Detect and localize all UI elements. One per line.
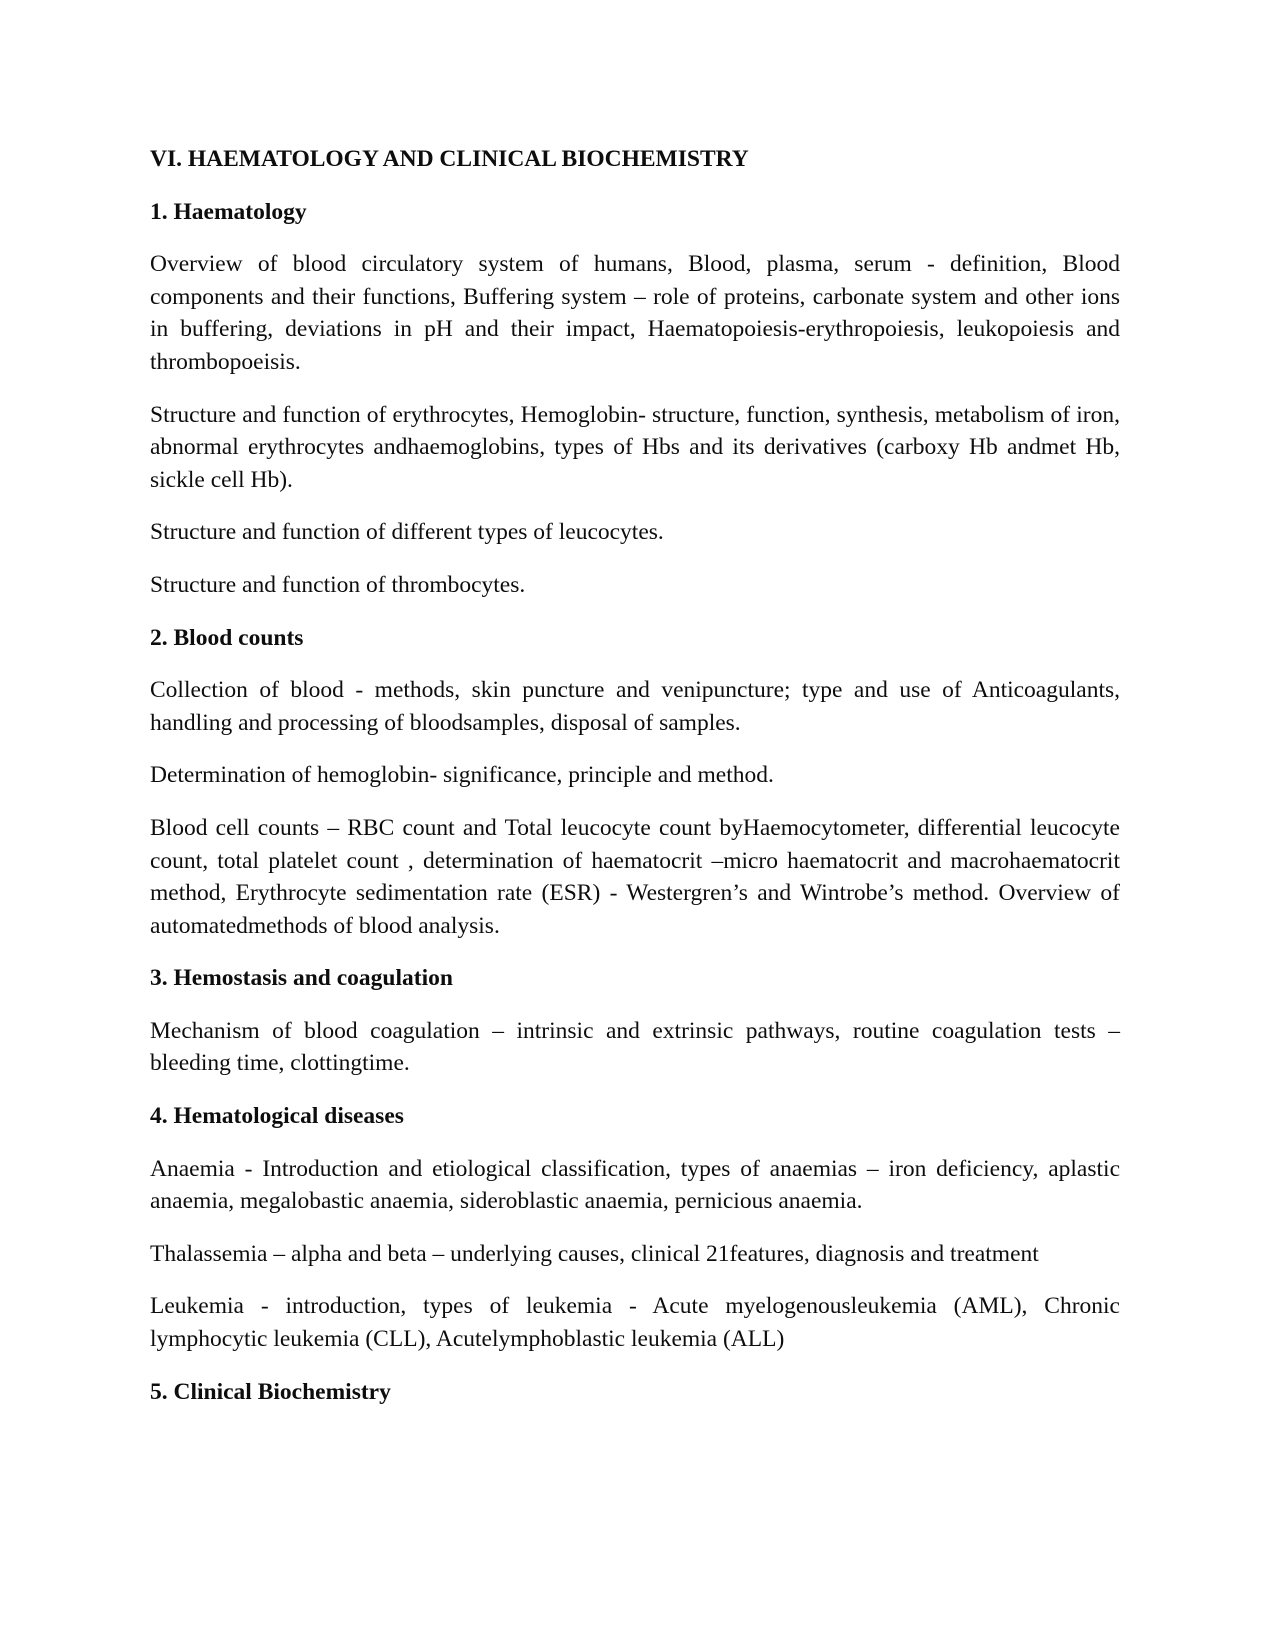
- paragraph: Anaemia - Introduction and etiological classification, types of anaemias – iron deficiency, aplastic anaemia, megalobastic anaemia, sideroblastic anaemia, pernicious anaemia.: [150, 1155, 1120, 1215]
- paragraph: Mechanism of blood coagulation – intrinsic and extrinsic pathways, routine coagulation tests – bleeding time, clottingtime.: [150, 1017, 1120, 1077]
- document-title: VI. HAEMATOLOGY AND CLINICAL BIOCHEMISTRY: [150, 146, 749, 172]
- paragraph: Collection of blood - methods, skin puncture and venipuncture; type and use of Anticoagulants, handling and processing of bloodsamples, disposal of samples.: [150, 677, 1120, 736]
- section-hemostasis: [150, 962, 1120, 1080]
- section-haematology: [150, 196, 1120, 602]
- section-heading: 4. Hematological diseases: [150, 1103, 404, 1130]
- document-page: [150, 143, 1120, 1428]
- section-blood-counts: [150, 622, 1120, 943]
- paragraph: Structure and function of erythrocytes, Hemoglobin- structure, function, synthesis, metabolism of iron, abnormal erythrocytes andhaemoglobins, types of Hbs and its derivatives (carboxy Hb andmet Hb, sickle cell Hb).: [150, 401, 1120, 493]
- section-hematological-diseases: [150, 1100, 1120, 1356]
- section-clinical-biochemistry: [150, 1376, 1120, 1409]
- section-heading: 2. Blood counts: [150, 624, 304, 651]
- paragraph: Overview of blood circulatory system of humans, Blood, plasma, serum - definition, Blood components and their functions, Buffering system – role of proteins, carbonate system and other ions in buffering, deviations in pH and their impact, Haematopoiesis-erythropoiesis, leukopoiesis and thrombopoeisis.: [150, 251, 1120, 375]
- section-heading: 1. Haematology: [150, 198, 307, 225]
- section-heading: 5. Clinical Biochemistry: [150, 1378, 391, 1405]
- section-heading: 3. Hemostasis and coagulation: [150, 965, 453, 992]
- paragraph: Determination of hemoglobin- significance, principle and method.: [150, 762, 774, 789]
- paragraph: Structure and function of different types of leucocytes.: [150, 519, 664, 546]
- paragraph: Structure and function of thrombocytes.: [150, 571, 526, 598]
- paragraph: Thalassemia – alpha and beta – underlying causes, clinical 21features, diagnosis and treatment: [150, 1240, 1039, 1267]
- paragraph: Leukemia - introduction, types of leukemia - Acute myelogenousleukemia (AML), Chronic lymphocytic leukemia (CLL), Acutelymphoblastic leukemia (ALL): [150, 1293, 1120, 1353]
- paragraph: Blood cell counts – RBC count and Total leucocyte count byHaemocytometer, differential leucocyte count, total platelet count , determination of haematocrit –micro haematocrit and macrohaematocrit method, Erythrocyte sedimentation rate (ESR) - Westergren’s and Wintrobe’s method. Overview of automatedmethods of blood analysis.: [150, 814, 1120, 939]
